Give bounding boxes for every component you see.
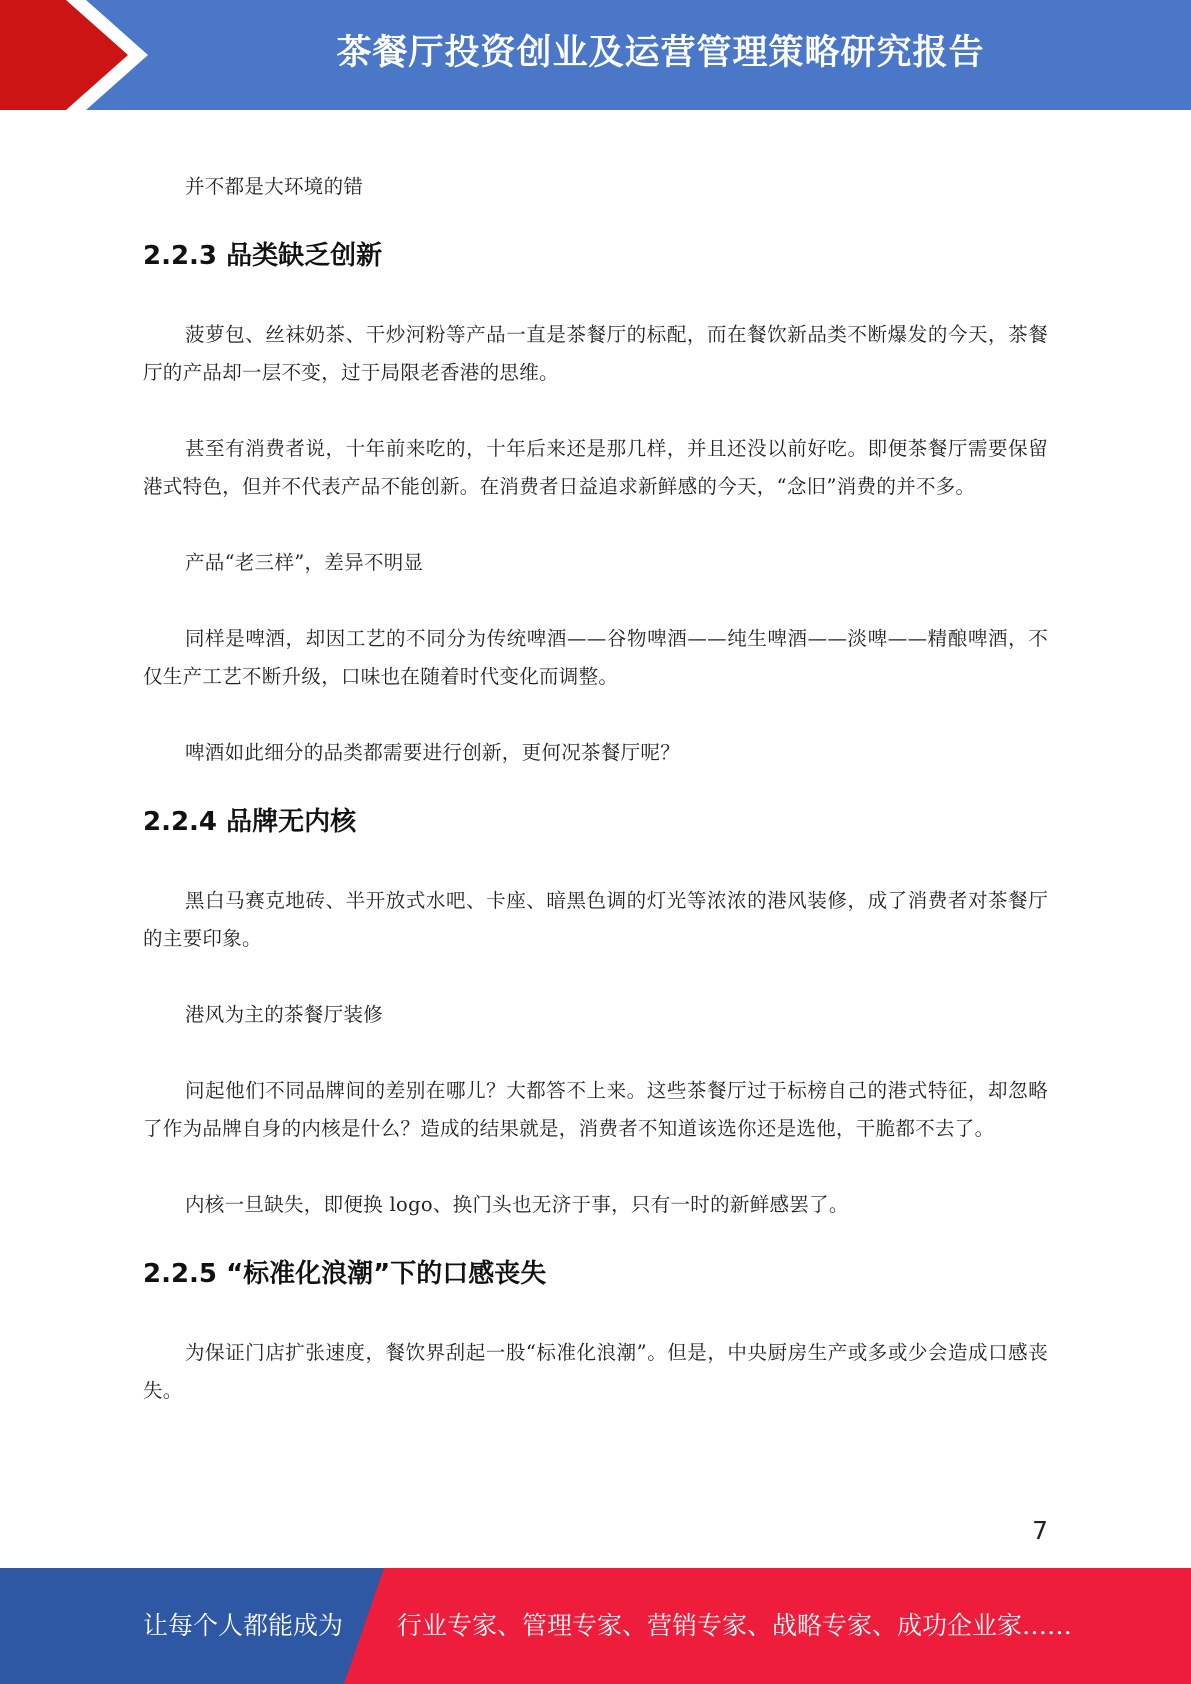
red-chevron-icon: [0, 0, 152, 110]
paragraph: 并不都是大环境的错: [185, 175, 364, 198]
footer-slogan-left: 让每个人都能成为: [143, 1611, 344, 1640]
paragraph: 甚至有消费者说，十年前来吃的，十年后来还是那几样，并且还没以前好吃。即便茶餐厅需要保留港式特色，但并不代表产品不能创新。在消费者日益追求新鲜感的今天，“念旧”消费的并不多。: [143, 437, 1048, 498]
paragraph: 菠萝包、丝袜奶茶、干炒河粉等产品一直是茶餐厅的标配，而在餐饮新品类不断爆发的今天，茶餐厅的产品却一层不变，过于局限老香港的思维。: [143, 323, 1048, 384]
paragraph: 产品“老三样”，差异不明显: [185, 551, 424, 574]
page-header: [0, 0, 1191, 110]
paragraph: 同样是啤酒，却因工艺的不同分为传统啤酒——谷物啤酒——纯生啤酒——淡啤——精酿啤酒，不仅生产工艺不断升级，口味也在随着时代变化而调整。: [143, 627, 1048, 688]
paragraph: 啤酒如此细分的品类都需要进行创新，更何况茶餐厅呢？: [185, 741, 681, 764]
page-footer: [0, 1568, 1191, 1684]
section-heading-2-2-3: 2.2.3 品类缺乏创新: [143, 241, 383, 271]
section-heading-2-2-4: 2.2.4 品牌无内核: [143, 807, 357, 837]
page-number: 7: [1032, 1516, 1048, 1545]
section-heading-2-2-5: 2.2.5 “标准化浪潮”下的口感丧失: [143, 1259, 547, 1289]
paragraph: 内核一旦缺失，即便换 logo、换门头也无济于事，只有一时的新鲜感罢了。: [185, 1193, 849, 1216]
report-title: 茶餐厅投资创业及运营管理策略研究报告: [336, 33, 985, 73]
paragraph: 为保证门店扩张速度，餐饮界刮起一股“标准化浪潮”。但是，中央厨房生产或多或少会造成口感丧失。: [143, 1341, 1048, 1402]
paragraph: 问起他们不同品牌间的差别在哪儿？大都答不上来。这些茶餐厅过于标榜自己的港式特征，却忽略了作为品牌自身的内核是什么？造成的结果就是，消费者不知道该选你还是选他，干脆都不去了。: [143, 1079, 1048, 1140]
paragraph: 黑白马赛克地砖、半开放式水吧、卡座、暗黑色调的灯光等浓浓的港风装修，成了消费者对茶餐厅的主要印象。: [143, 889, 1048, 950]
footer-slogan-right: 行业专家、管理专家、营销专家、战略专家、成功企业家……: [397, 1611, 1073, 1640]
paragraph: 港风为主的茶餐厅装修: [185, 1003, 384, 1026]
page-content: [143, 168, 1048, 1410]
